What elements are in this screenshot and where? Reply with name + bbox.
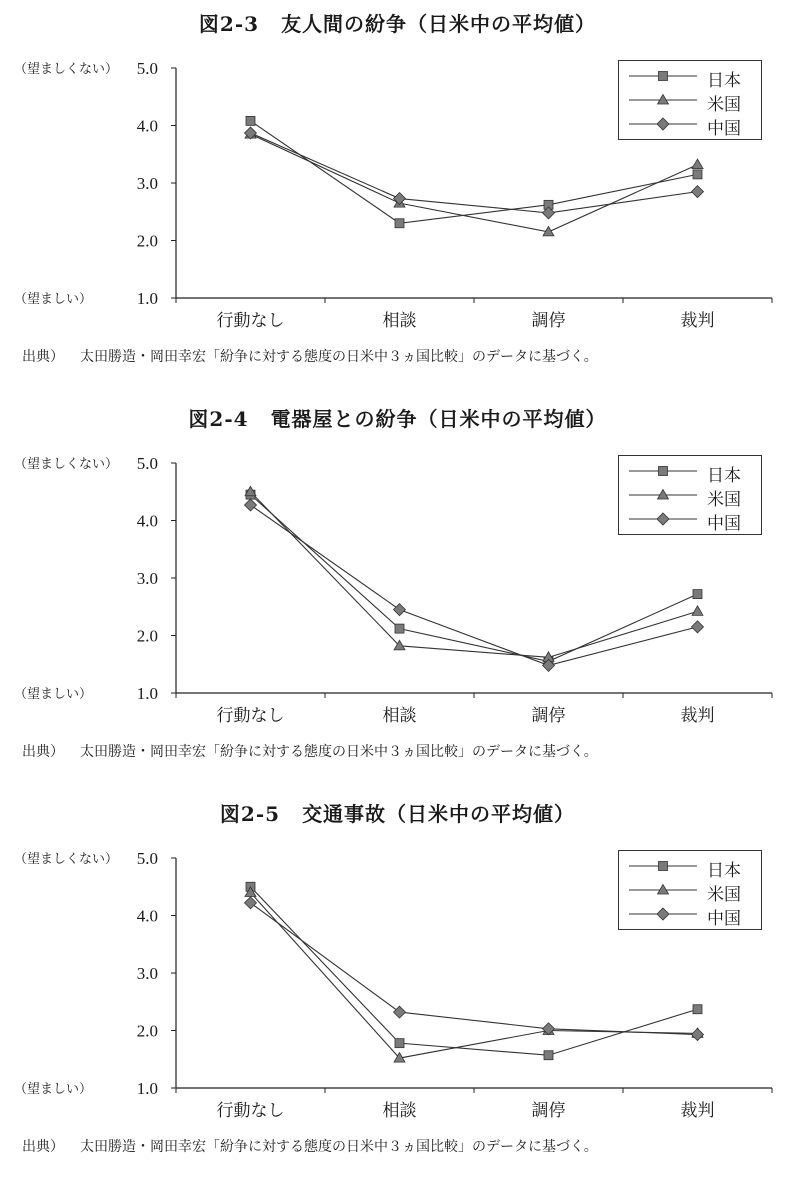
x-tick-label: 調停	[531, 706, 566, 726]
x-tick-label: 行動なし	[216, 1101, 285, 1121]
legend-label: 中国	[707, 514, 741, 534]
legend-symbol	[627, 487, 699, 503]
chart-title	[0, 798, 795, 827]
data-point-square	[544, 1051, 553, 1060]
y-tick-label: 1.0	[136, 684, 158, 703]
x-tick-label: 相談	[382, 1101, 417, 1121]
legend-item	[619, 112, 761, 139]
data-point-square	[693, 590, 702, 599]
y-tick-label: 5.0	[136, 59, 158, 78]
y-label-top: （望ましくない）	[14, 852, 119, 867]
y-tick-label: 3.0	[136, 569, 158, 588]
x-tick-label: 調停	[531, 1101, 566, 1121]
data-point-diamond	[245, 897, 257, 909]
y-tick-label: 5.0	[136, 849, 158, 868]
legend-item	[619, 88, 761, 115]
legend-marker-triangle	[658, 490, 669, 500]
legend-symbol	[627, 511, 699, 527]
x-tick-label: 相談	[382, 311, 417, 331]
y-tick-label: 2.0	[136, 626, 158, 646]
data-point-diamond	[394, 604, 406, 616]
legend-label: 米国	[707, 95, 741, 115]
chart-title-text: 電器屋との紛争（日米中の平均値）	[270, 407, 607, 431]
legend-item	[619, 64, 761, 91]
legend-item	[619, 878, 761, 905]
chart-legend	[618, 455, 762, 535]
source-label: 出典）	[22, 744, 64, 760]
x-tick-label: 裁判	[680, 311, 715, 331]
legend-symbol	[627, 68, 699, 84]
legend-marker-square	[659, 72, 668, 81]
chart-panel-electronics	[0, 395, 795, 790]
data-point-square	[395, 219, 404, 228]
series-line-diamond	[251, 133, 698, 213]
data-point-square	[395, 1039, 404, 1048]
data-point-diamond	[245, 499, 257, 511]
source-text: 太田勝造・岡田幸宏「紛争に対する態度の日米中３ヵ国比較」のデータに基づく。	[80, 744, 598, 760]
legend-symbol	[627, 882, 699, 898]
data-point-square	[693, 170, 702, 179]
data-point-triangle	[692, 606, 703, 616]
chart-title-text: 友人間の紛争（日米中の平均値）	[281, 12, 597, 36]
y-label-top: （望ましくない）	[14, 62, 119, 77]
source-text: 太田勝造・岡田幸宏「紛争に対する態度の日米中３ヵ国比較」のデータに基づく。	[80, 1139, 598, 1155]
legend-marker-triangle	[658, 885, 669, 895]
data-point-diamond	[692, 1029, 704, 1041]
y-tick-label: 4.0	[136, 906, 158, 926]
source-note	[22, 346, 598, 366]
legend-symbol	[627, 92, 699, 108]
legend-item	[619, 483, 761, 510]
x-tick-label: 行動なし	[216, 706, 285, 726]
data-point-diamond	[692, 621, 704, 633]
legend-marker-diamond	[657, 908, 669, 920]
legend-marker-diamond	[657, 118, 669, 130]
y-tick-label: 3.0	[136, 174, 158, 193]
chart-legend	[618, 850, 762, 930]
figure-number: 図2-4	[188, 407, 249, 431]
source-label: 出典）	[22, 1139, 64, 1155]
legend-label: 米国	[707, 885, 741, 905]
legend-marker-square	[659, 467, 668, 476]
y-label-bottom: （望ましい）	[14, 687, 93, 702]
y-label-bottom: （望ましい）	[14, 292, 93, 307]
chart-title	[0, 403, 795, 432]
legend-label: 米国	[707, 490, 741, 510]
data-point-square	[693, 1005, 702, 1014]
legend-label: 日本	[707, 861, 741, 881]
chart-panel-friends	[0, 0, 795, 395]
figure-number: 図2-5	[219, 802, 281, 826]
data-point-square	[395, 624, 404, 633]
legend-item	[619, 507, 761, 534]
x-tick-label: 調停	[531, 311, 566, 331]
series-line-triangle	[251, 134, 698, 232]
legend-label: 日本	[707, 466, 741, 486]
legend-item	[619, 854, 761, 881]
y-tick-label: 1.0	[136, 289, 158, 308]
chart-title	[0, 8, 795, 37]
y-tick-label: 4.0	[136, 116, 158, 136]
legend-marker-triangle	[658, 95, 669, 105]
y-label-bottom: （望ましい）	[14, 1082, 93, 1097]
legend-item	[619, 459, 761, 486]
y-tick-label: 3.0	[136, 964, 158, 983]
legend-item	[619, 902, 761, 929]
legend-marker-square	[659, 862, 668, 871]
legend-symbol	[627, 116, 699, 132]
source-text: 太田勝造・岡田幸宏「紛争に対する態度の日米中３ヵ国比較」のデータに基づく。	[80, 349, 598, 365]
legend-label: 日本	[707, 71, 741, 91]
data-point-square	[246, 116, 255, 125]
y-tick-label: 4.0	[136, 511, 158, 531]
x-tick-label: 裁判	[680, 706, 715, 726]
figure-number: 図2-3	[198, 12, 260, 36]
y-tick-label: 2.0	[136, 231, 158, 251]
data-point-diamond	[394, 1006, 406, 1018]
y-tick-label: 5.0	[136, 454, 158, 473]
data-point-diamond	[394, 193, 406, 205]
y-tick-label: 1.0	[136, 1079, 158, 1098]
y-label-top: （望ましくない）	[14, 457, 119, 472]
legend-label: 中国	[707, 119, 741, 139]
data-point-diamond	[692, 186, 704, 198]
legend-symbol	[627, 463, 699, 479]
source-label: 出典）	[22, 349, 64, 365]
y-tick-label: 2.0	[136, 1021, 158, 1041]
chart-legend	[618, 60, 762, 140]
legend-label: 中国	[707, 909, 741, 929]
legend-marker-diamond	[657, 513, 669, 525]
data-point-triangle	[692, 159, 703, 169]
x-tick-label: 行動なし	[216, 311, 285, 331]
source-note	[22, 741, 598, 761]
legend-symbol	[627, 858, 699, 874]
x-tick-label: 裁判	[680, 1101, 715, 1121]
chart-panel-traffic	[0, 790, 795, 1185]
chart-title-text: 交通事故（日米中の平均値）	[302, 802, 576, 826]
legend-symbol	[627, 906, 699, 922]
source-note	[22, 1136, 598, 1156]
x-tick-label: 相談	[382, 706, 417, 726]
